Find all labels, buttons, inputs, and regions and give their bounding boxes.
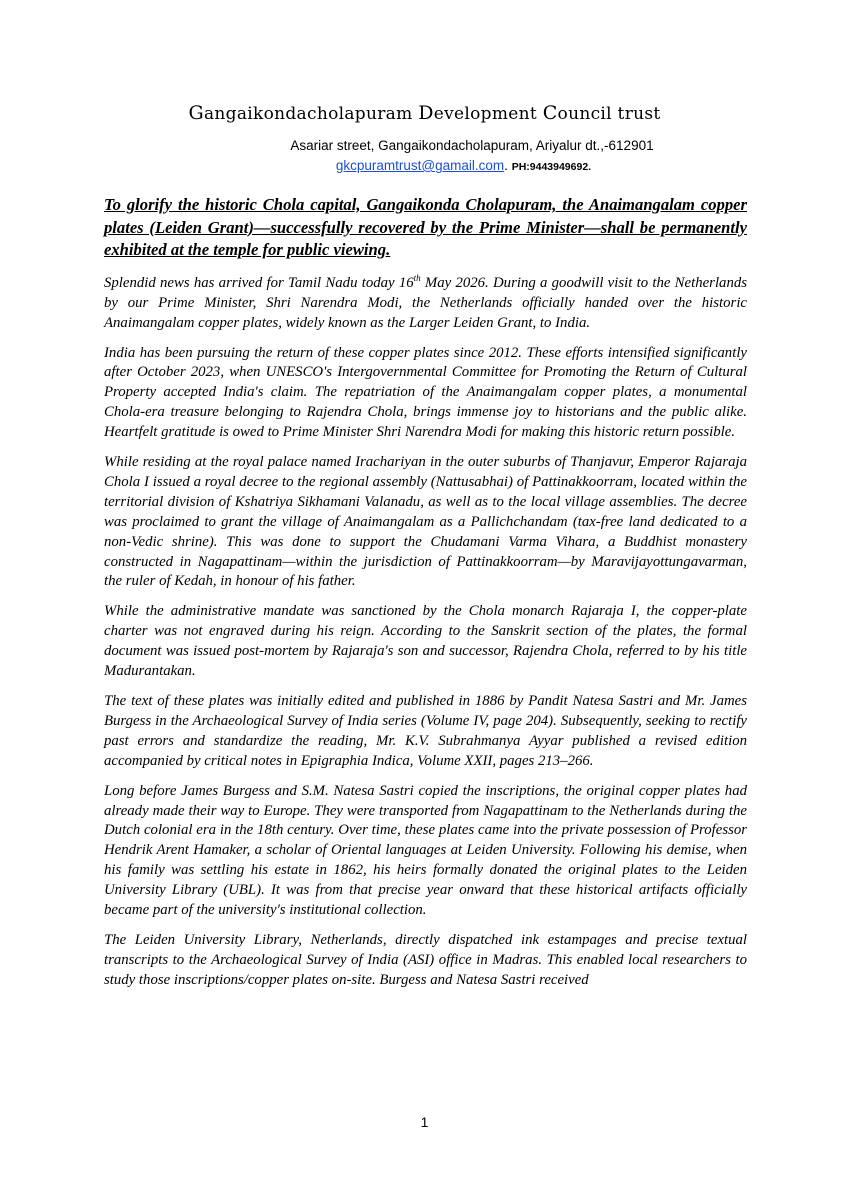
headline: To glorify the historic Chola capital, Gangaikonda Cholapuram, the Anaimangalam copper plates (Leiden Grant)—successfully recovered by the Prime Minister—shall be permanently exhibited at the temple for public viewing.	[104, 195, 747, 260]
paragraph-6: Long before James Burgess and S.M. Natesa Sastri copied the inscriptions, the original copper plates had already made their way to Europe. They were transported from Nagapattinam to the Netherlands during the Dutch colonial era in the 18th century. Over time, these plates came into the private possession of Professor Hendrik Arent Hamaker, a scholar of Oriental languages at Leiden University. Following his demise, when his family was settling his estate in 1862, his heirs formally donated the original plates to the Leiden University Library (UBL). It was from that precise year onward that these historical artifacts officially became part of the university's institutional collection.	[104, 782, 747, 919]
title-part: evelopment	[433, 104, 543, 124]
organization-address: Asariar street, Gangaikondacholapuram, Ariyalur dt.,-612901	[290, 138, 654, 153]
title-initial: D	[418, 102, 434, 124]
series-title: Archaeological Survey of India	[192, 712, 379, 729]
paragraph-text: While residing at the royal palace named Irachariyan in the outer suburbs of Thanjavur, Emperor Rajaraja Chola I issued a royal decree to the regional assembly (Nattusabhai) of Pattinakkoorram, located within the territorial division of Kshatriya Sikhamani Valanadu, as well as to the local village assemblies. The decree was proclaimed to grant the village of Anaimangalam as a	[104, 454, 747, 530]
article-body	[104, 194, 747, 1001]
paragraph-2: India has been pursuing the return of these copper plates since 2012. These efforts intensified significantly after October 2023, when UNESCO's Intergovernmental Committee for Promoting the Return of Cultural Property accepted India's claim. The repatriation of the Anaimangalam copper plates, a monumental Chola-era treasure belonging to Rajendra Chola, brings immense joy to historians and the public alike. Heartfelt gratitude is owed to Prime Minister Shri Narendra Modi for making this historic return possible.	[104, 344, 747, 441]
title-part: angaikondacholapuram	[203, 104, 419, 124]
contact-line	[0, 158, 849, 173]
paragraph-text: Splendid news has arrived for Tamil Nadu today 16	[104, 274, 414, 291]
title-initial: C	[542, 102, 558, 124]
page-number: 1	[420, 1114, 429, 1130]
title-initial: G	[188, 102, 204, 124]
title-part: ouncil trust	[557, 104, 661, 124]
paragraph-3	[104, 453, 747, 592]
paragraph-1	[104, 274, 747, 334]
paragraph-5	[104, 692, 747, 772]
journal-title: Epigraphia Indica	[300, 752, 410, 769]
paragraph-text: The text of these plates was initially edited and published in 1886 by Pandit Natesa Sastri and Mr. James Burgess in the	[104, 693, 747, 729]
email-link[interactable]: gkcpuramtrust@gamail.com	[335, 158, 505, 173]
paragraph-7: The Leiden University Library, Netherlands, directly dispatched ink estampages and precise textual transcripts to the Archaeological Survey of India (ASI) office in Madras. This enabled local researchers to study those inscriptions/copper plates on-site. Burgess and Natesa Sastri received	[104, 931, 747, 988]
paragraph-text: , Volume XXII, pages 213–266.	[409, 752, 594, 769]
email-suffix: .	[504, 158, 508, 173]
paragraph-text: (tax-free land dedicated to a non-Vedic shrine). This was done to support the Chudamani Varma Vihara, a Buddhist monastery constructed in Nagapattinam—within the jurisdiction of Pattinakkoorram—by Maravijayottungavarman, the ruler of Kedah, in honour of his father.	[104, 513, 747, 590]
paragraph-text: May 2026. During a goodwill visit to the Netherlands by our Prime Minister, Shri Narendra Modi, the Netherlands officially handed over the historic Anaimangalam copper plates, widely known as the Larger Leiden Grant, to India.	[104, 274, 748, 331]
date-superscript: th	[413, 272, 421, 283]
paragraph-text: series (Volume IV, page 204). Subsequently, seeking to rectify past errors and standardize the reading, Mr. K.V. Subrahmanya Ayyar published a revised edition accompanied by critical notes in	[104, 712, 747, 769]
organization-title	[0, 102, 849, 124]
paragraph-4: While the administrative mandate was sanctioned by the Chola monarch Rajaraja I, the copper-plate charter was not engraved during his reign. According to the Sanskrit section of the plates, the formal document was issued post-mortem by Rajaraja's son and successor, Rajendra Chola, referred to by his title Madurantakan.	[104, 603, 747, 680]
phone-number: PH:9443949692.	[511, 161, 592, 173]
term-pallichchandam: Pallichchandam	[470, 513, 568, 530]
